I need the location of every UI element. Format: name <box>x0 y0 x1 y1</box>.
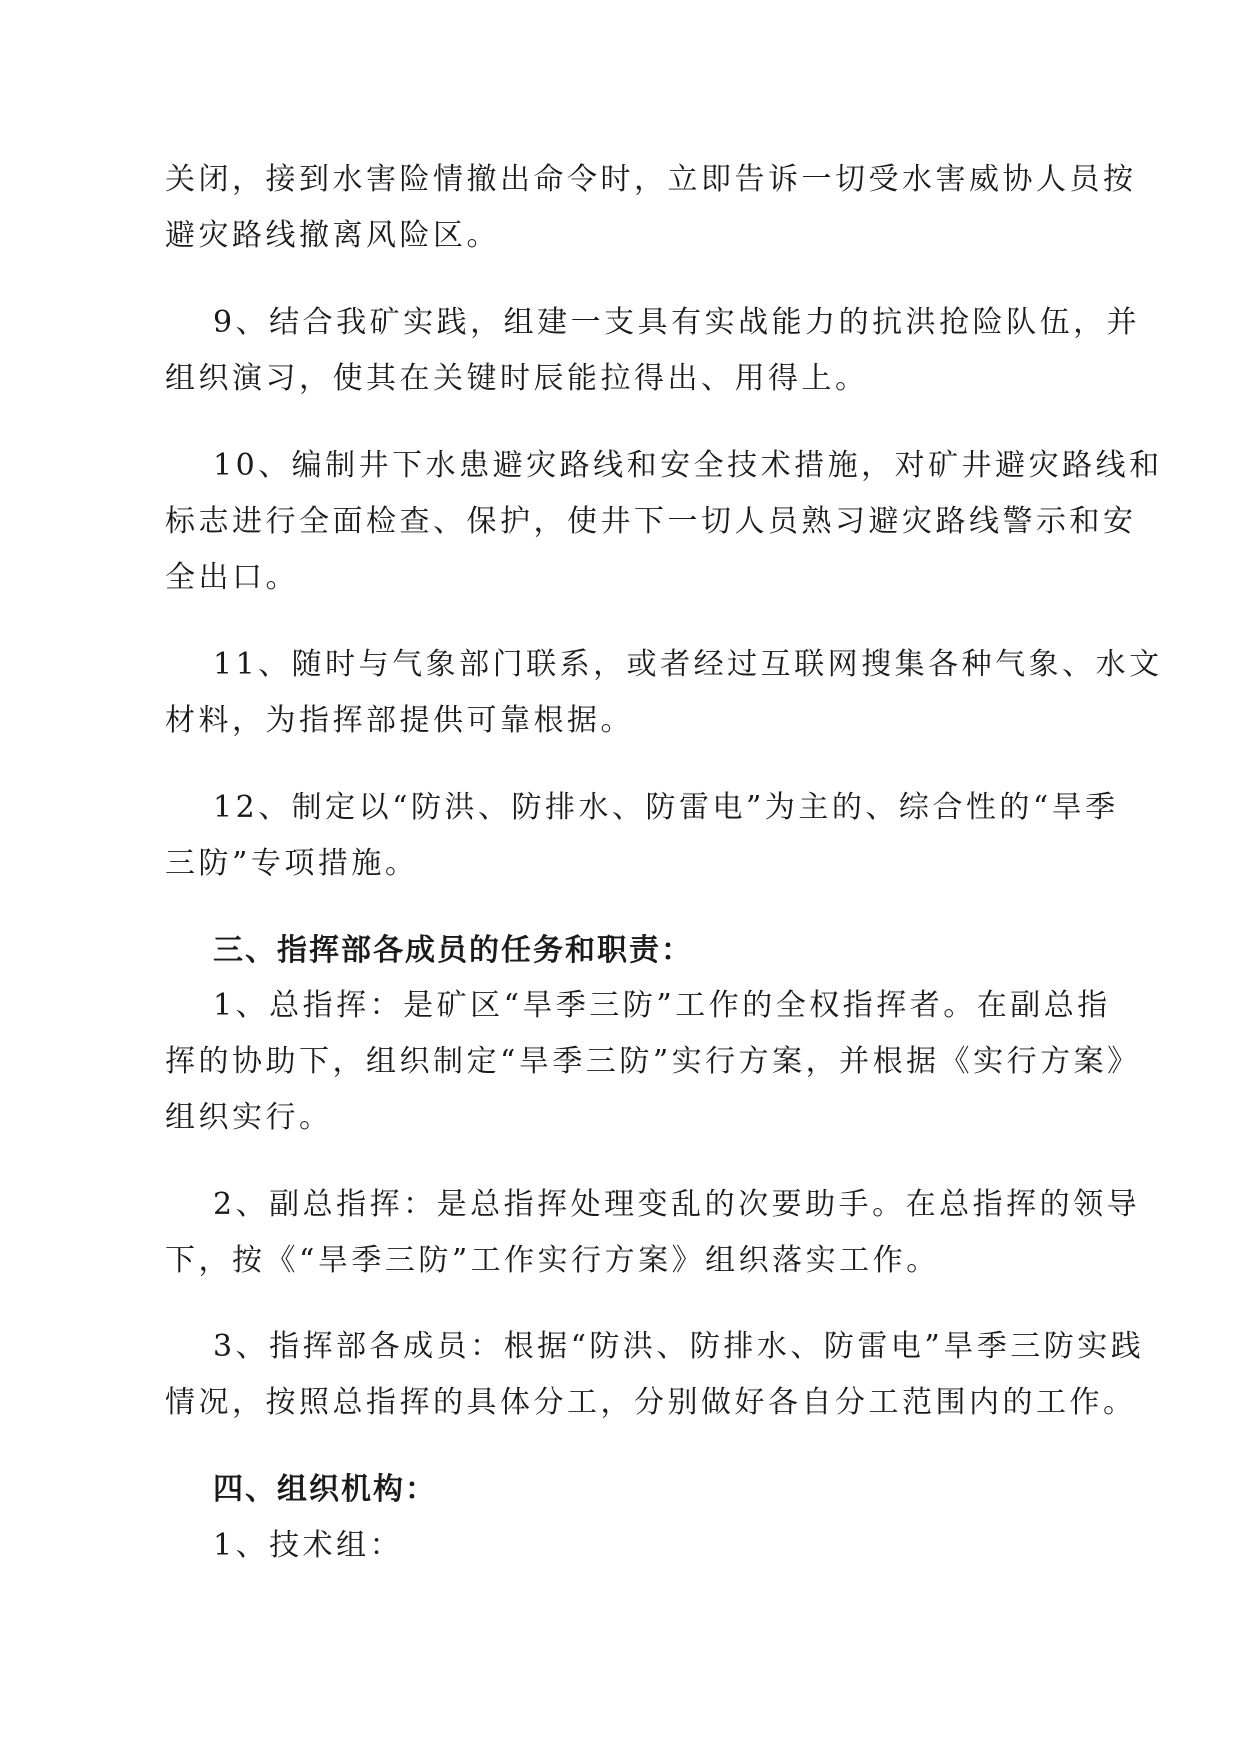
text-line: 情况，按照总指挥的具体分工，分别做好各自分工范围内的工作。 <box>165 1385 1137 1420</box>
text-line: 三防”专项措施。 <box>165 846 419 881</box>
paragraph-3-line: 3、指挥部各成员：根据“防洪、防排水、防雷电”旱季三防实践 <box>213 1329 1145 1364</box>
text-line: 关闭，接到水害险情撤出命令时，立即告诉一切受水害威协人员按 <box>165 162 1137 197</box>
text-line: 挥的协助下，组织制定“旱季三防”实行方案，并根据《实行方案》 <box>165 1044 1141 1079</box>
text-line: 组织实行。 <box>165 1100 333 1135</box>
text-line: 标志进行全面检查、保护，使井下一切人员熟习避灾路线警示和安 <box>165 504 1137 539</box>
paragraph-12-line: 12、制定以“防洪、防排水、防雷电”为主的、综合性的“旱季 <box>213 790 1119 825</box>
section-heading: 四、组织机构： <box>213 1472 437 1507</box>
section-heading: 三、指挥部各成员的任务和职责： <box>213 933 693 968</box>
text-line: 组织演习，使其在关键时辰能拉得出、用得上。 <box>165 361 869 396</box>
paragraph-9-line: 9、结合我矿实践，组建一支具有实战能力的抗洪抢险队伍，并 <box>213 305 1141 340</box>
paragraph-11-line: 11、随时与气象部门联系，或者经过互联网搜集各种气象、水文 <box>213 647 1163 682</box>
text-line: 材料，为指挥部提供可靠根据。 <box>165 703 634 738</box>
text-line: 下，按《“旱季三防”工作实行方案》组织落实工作。 <box>165 1243 940 1278</box>
paragraph-2-line: 2、副总指挥：是总指挥处理变乱的次要助手。在总指挥的领导 <box>213 1187 1141 1222</box>
paragraph-10-line: 10、编制井下水患避灾路线和安全技术措施，对矿井避灾路线和 <box>213 448 1163 483</box>
paragraph-tech-group-line: 1、技术组： <box>213 1528 404 1563</box>
paragraph-1-line: 1、总指挥：是矿区“旱季三防”工作的全权指挥者。在副总指 <box>213 988 1111 1023</box>
text-line: 全出口。 <box>165 560 299 595</box>
text-line: 避灾路线撤离风险区。 <box>165 218 500 253</box>
